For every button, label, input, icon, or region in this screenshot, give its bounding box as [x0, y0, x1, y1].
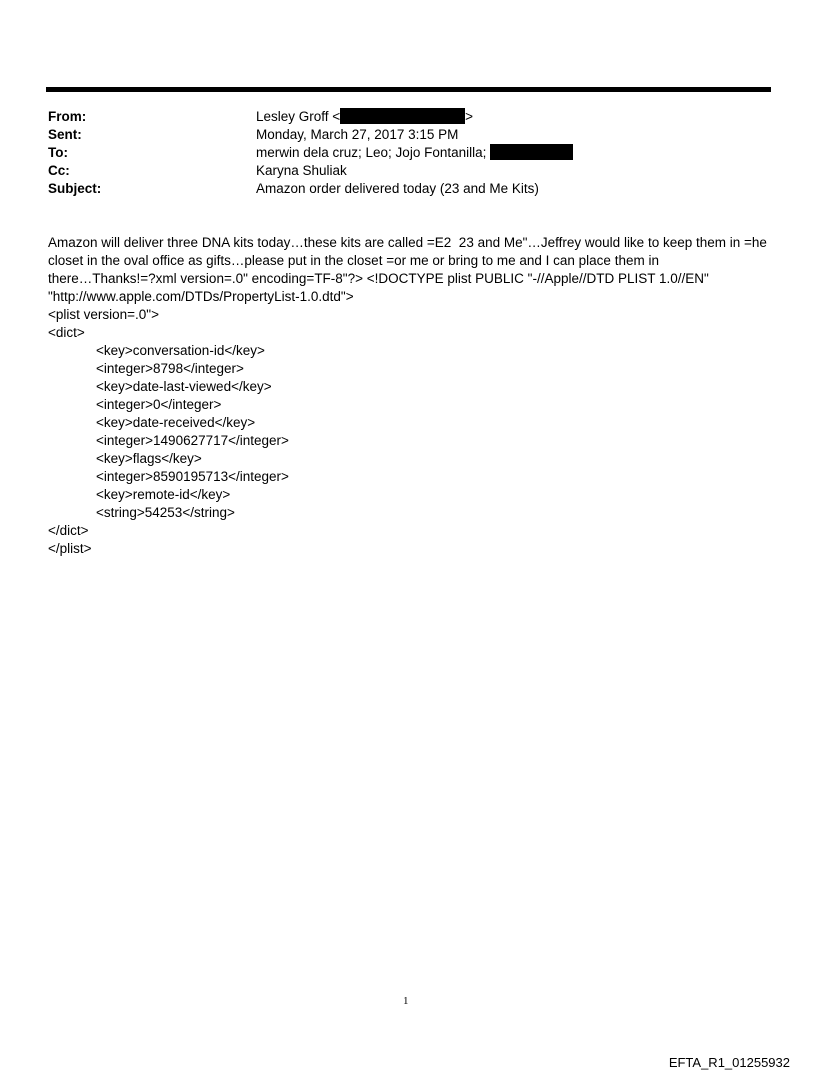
body-line: there…Thanks!=?xml version=.0" encoding=TF-8"?> <!DOCTYPE plist PUBLIC "-//Apple//DTD PLIST 1.0//EN"	[48, 271, 709, 286]
subject-label: Subject:	[48, 181, 102, 196]
from-row	[48, 108, 748, 126]
subject-value: Amazon order delivered today (23 and Me Kits)	[256, 181, 539, 196]
plist-open: <plist version=.0">	[48, 307, 159, 322]
email-body	[48, 234, 773, 558]
dict-entry: <integer>8590195713</integer>	[96, 469, 289, 484]
sent-label: Sent:	[48, 127, 82, 142]
cc-value: Karyna Shuliak	[256, 163, 347, 178]
cc-row	[48, 162, 748, 180]
dict-entry: <key>remote-id</key>	[96, 487, 231, 502]
redaction-box	[490, 144, 573, 160]
dict-entry: <string>54253</string>	[96, 505, 235, 520]
to-value: merwin dela cruz; Leo; Jojo Fontanilla;	[256, 145, 487, 160]
sent-row	[48, 126, 748, 144]
plist-close: </plist>	[48, 541, 92, 556]
dict-close: </dict>	[48, 523, 89, 538]
from-name: Lesley Groff <	[256, 109, 341, 124]
redaction-box	[340, 108, 465, 124]
dict-entry: <key>flags</key>	[96, 451, 202, 466]
from-suffix: >	[465, 109, 474, 124]
dict-entry: <key>conversation-id</key>	[96, 343, 265, 358]
body-line: "http://www.apple.com/DTDs/PropertyList-1.0.dtd">	[48, 289, 354, 304]
body-line: Amazon will deliver three DNA kits today…these kits are called =E2 23 and Me"…Jeffrey would like to keep them in =he	[48, 235, 767, 250]
from-value	[256, 108, 473, 126]
document-id: EFTA_R1_01255932	[668, 1055, 790, 1070]
from-label: From:	[48, 109, 87, 124]
to-row	[48, 144, 748, 162]
sent-value: Monday, March 27, 2017 3:15 PM	[256, 127, 459, 142]
dict-entry: <integer>1490627717</integer>	[96, 433, 289, 448]
email-header	[48, 108, 748, 198]
dict-entry: <key>date-last-viewed</key>	[96, 379, 272, 394]
dict-entry: <key>date-received</key>	[96, 415, 256, 430]
to-value-wrapper	[256, 144, 573, 162]
page-number: 1	[403, 995, 409, 1007]
to-label: To:	[48, 145, 68, 160]
body-line: closet in the oval office as gifts…please put in the closet =or me or bring to me and I can place them in	[48, 253, 659, 268]
dict-entry: <integer>8798</integer>	[96, 361, 244, 376]
dict-open: <dict>	[48, 325, 85, 340]
cc-label: Cc:	[48, 163, 70, 178]
top-rule	[46, 87, 771, 92]
dict-entry: <integer>0</integer>	[96, 397, 222, 412]
subject-row	[48, 180, 748, 198]
